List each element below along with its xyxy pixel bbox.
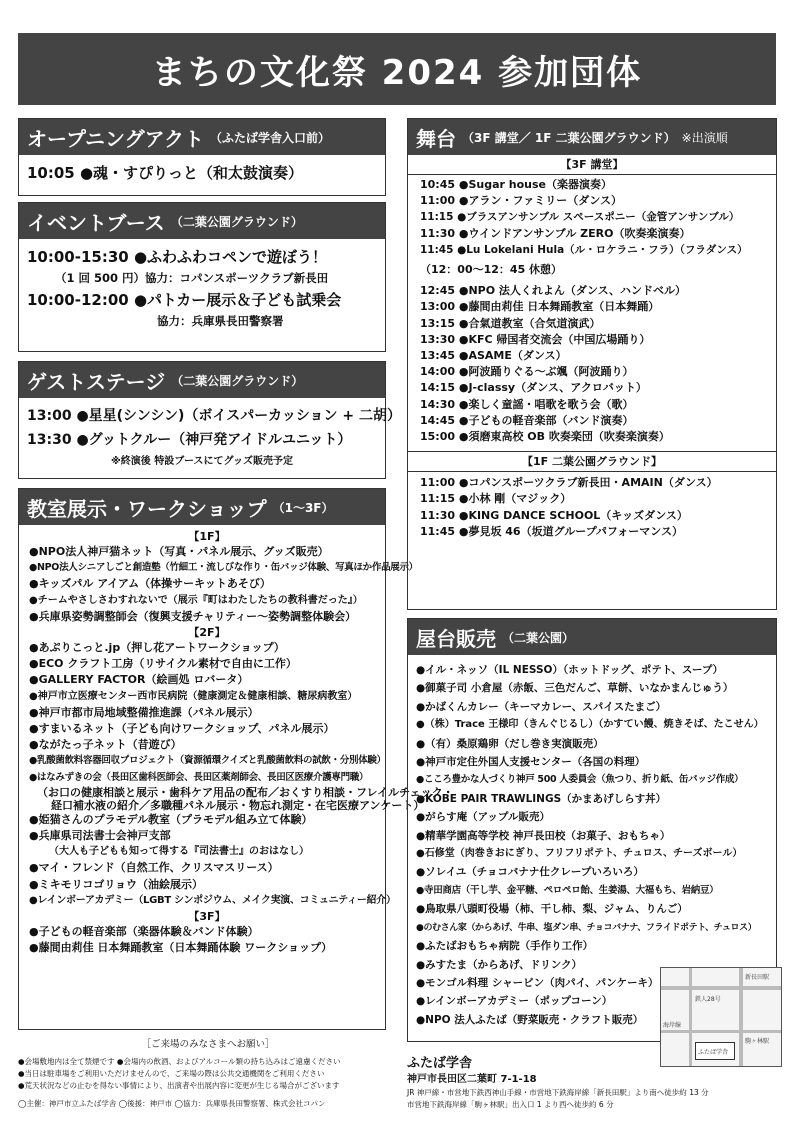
opening-heading-title: オープニングアクト: [27, 126, 204, 151]
classroom-item: ●チームやさしさわすれないで（展示『町はわたしたちの教科書だった』）: [29, 594, 363, 606]
stage-order-note: ※出演順: [681, 130, 728, 145]
opening-heading-note: （ふたば学舎入口前）: [210, 130, 331, 145]
notice-line: ●荒天状況などの止むを得ない事情により、出演者や出展内容に変更が生じる場合がございます: [18, 1081, 340, 1090]
stage-item: 11:45 ●夢見坂 46（坂道グループパフォーマンス）: [420, 524, 683, 538]
map-label: 駒ヶ林駅: [745, 1038, 770, 1045]
stage-section: [407, 118, 777, 610]
stall-item: ●御菓子司 小倉屋（赤飯、三色だんご、草餅、いなかまんじゅう）: [416, 682, 734, 695]
event-booth-heading-title: イベントブース: [27, 210, 165, 235]
opening-section: [18, 118, 386, 196]
classroom-item: ●藤間由莉佳 日本舞踊教室（日本舞踊体験 ワークショップ）: [29, 941, 333, 955]
event-booth-line: 10:00-12:00 ●パトカー展示＆子ども試乗会: [27, 291, 342, 309]
stage-item: 10:45 ●Sugar house（楽器演奏）: [420, 178, 612, 191]
map-label: ふたば学舎: [698, 1049, 729, 1056]
notice-line: ●当日は駐車場をご利用いただけませんので、ご来場の際は公共交通機関をご利用ください: [18, 1069, 325, 1078]
classroom-item: ●兵庫県司法書士会神戸支部: [29, 829, 171, 843]
stall-item: ●寺田商店（干し芋、金平糖、ペロペロ飴、生姜湯、大福もち、岩納豆）: [416, 884, 719, 896]
opening-heading: [19, 119, 385, 155]
classroom-item: ●ECO クラフト工房（リサイクル素材で自由に工作）: [29, 657, 297, 671]
stage-item: 11:15 ●小林 剛（マジック）: [420, 492, 572, 506]
stall-item: ●のむさん家（からあげ、牛串、塩ダン串、チョコバナナ、フライドポテト、チュロス）: [416, 922, 757, 933]
stage-item: 14:30 ●楽しく童謡・唱歌を歌う会（歌）: [420, 397, 634, 411]
stage-heading-title: 舞台: [416, 126, 456, 151]
stall-item: ●モンゴル料理 シャービン（肉パイ、パンケーキ）: [416, 976, 659, 989]
hall-heading: 【3F 講堂】: [408, 155, 776, 175]
stall-item: ●神戸市定住外国人支援センター（各国の料理）: [416, 756, 646, 769]
stall-item: ●イル・ネッソ（IL NESSO）（ホットドッグ、ポテト、スープ）: [416, 664, 723, 676]
classroom-item: ●NPO法人シニアしごと創造塾（竹細工・流しびな作り・缶バッジ体験、写真ほか作品展示）: [29, 562, 418, 574]
stage-item: 14:00 ●阿波踊りぐる～ぶ颯（阿波踊り）: [420, 365, 634, 379]
stage-heading-note: （3F 講堂／ 1F 二葉公園グラウンド）: [462, 130, 676, 145]
classroom-item: ●マイ・フレンド（自然工作、クリスマスリース）: [29, 861, 279, 875]
stall-item: ●鳥取県八頭町役場（柿、干し柿、梨、ジャム、りんご）: [416, 903, 688, 916]
classroom-item-detail: 経口補水液の紹介／多職種パネル展示・物忘れ測定・在宅医療アンケート）: [51, 798, 425, 812]
stage-item: 13:45 ●ASAME（ダンス）: [420, 349, 567, 363]
stalls-heading-note: （二葉公園）: [502, 630, 575, 645]
classroom-item: ●レインボーアカデミー（LGBT シンポジウム、メイク実演、コミュニティー紹介）: [29, 894, 396, 906]
access-map: [660, 967, 782, 1067]
classroom-item: ●ミキモリコゴリョウ（油絵展示）: [29, 877, 204, 891]
stage-item: 11:45 ●Lu Lokelani Hula（ル・ロケラニ・フラ）（フラダンス）: [420, 243, 748, 256]
stage-item: 11:30 ●ウインドアンサンブル ZERO（吹奏楽演奏）: [420, 226, 691, 240]
floor-2-heading: 【2F】: [188, 626, 226, 640]
classroom-item: ●キッズパル アイアム（体操サーキットあそび）: [29, 577, 271, 591]
stage-item: 13:30 ●KFC 帰国者交流会（中国広場踊り）: [420, 332, 651, 346]
classroom-item: ●すまいるネット（子ども向けワークショップ、パネル展示）: [29, 722, 335, 736]
classroom-item: ●あぷりこっと.jp（押し花アートワークショップ）: [29, 641, 285, 655]
event-booth-line: 協力：兵庫県長田警察署: [157, 314, 284, 328]
map-label: 鉄人28号: [695, 996, 721, 1003]
classroom-item: ●子どもの軽音楽部（楽器体験＆バンド体験）: [29, 925, 259, 939]
classroom-item: ●神戸市立医療センター西市民病院（健康測定＆健康相談、糖尿病教室）: [29, 690, 358, 702]
stall-item: ●精華学園高等学校 神戸長田校（お菓子、おもちゃ）: [416, 829, 671, 842]
classroom-item: ●GALLERY FACTOR（絵画処 ロバータ）: [29, 673, 249, 687]
notice-line: ●会場敷地内は全て禁煙です ●会場内の飲酒、およびアルコール類の持ち込みはご遠慮ください: [18, 1057, 341, 1066]
page-title: まちの文化祭 2024 参加団体: [18, 33, 776, 105]
stage-heading: [408, 119, 776, 155]
classroom-heading-note: （1～3F）: [272, 500, 334, 515]
classroom-item-detail: （お口の健康相談と展示・歯科ケア用品の配布／おくすり相談・フレイルチェック・: [37, 785, 454, 799]
floor-1-heading: 【1F】: [188, 530, 226, 543]
stall-item: ●かばくんカレー（キーマカレー、スパイスたまご）: [416, 700, 667, 713]
stage-item: 11:00 ●コパンスポーツクラブ新長田・AMAIN（ダンス）: [420, 476, 718, 490]
stage-item: 13:00 ●藤間由莉佳 日本舞踊教室（日本舞踊）: [420, 300, 660, 314]
guest-line: 13:00 ●星星(シンシン)（ボイスパーカッション + 二胡）: [27, 408, 402, 424]
classroom-section: [18, 488, 454, 1030]
visitor-notice: [18, 1038, 398, 1110]
classroom-heading-title: 教室展示・ワークショップ: [27, 496, 267, 521]
stage-item: 11:15 ●ブラスアンサンブル スペースポニー（金管アンサンブル）: [420, 211, 740, 224]
event-booth-heading: [19, 203, 385, 239]
classroom-item: ●ながたっ子ネット（昔遊び）: [29, 738, 182, 752]
stalls-heading: [408, 619, 776, 655]
organizer-name: ふたば学舎: [407, 1056, 473, 1071]
notice-sponsors: ◯主催：神戸市立ふたば学舎 ◯後援：神戸市 ◯協力：兵庫県長田警察署、株式会社コパン: [18, 1099, 326, 1108]
event-booth-line: 10:00-15:30 ●ふわふわコペンで遊ぼう！: [27, 248, 328, 266]
stage-item: 11:30 ●KING DANCE SCHOOL（キッズダンス）: [420, 508, 688, 522]
guest-stage-section: [18, 361, 402, 479]
stall-item: ●ソレイユ（チョコバナナ仕クレープいろいろ）: [416, 866, 644, 879]
stall-item: ●（有）桑原鶏卵（だし巻き実演販売）: [416, 737, 604, 750]
event-booth-section: [18, 202, 386, 352]
stall-item: ●レインボーアカデミー（ポップコーン）: [416, 995, 613, 1008]
classroom-item: ●乳酸菌飲料容器回収プロジェクト（資源循環クイズと乳酸菌飲料の試飲・分別体験）: [29, 755, 386, 767]
stall-item: ●（株）Trace 王様印（きんぐじるし）（かすてい饅、焼きそば、たこせん）: [416, 719, 764, 731]
classroom-item: ●神戸市都市局地域整備推進課（パネル展示）: [29, 705, 259, 719]
map-label: 海岸線: [663, 1022, 682, 1029]
stage-item: 11:00 ●アラン・ファミリー（ダンス）: [420, 194, 623, 208]
guest-stage-heading-title: ゲストステージ: [27, 369, 166, 394]
stage-item: 14:45 ●子どもの軽音楽部（バンド演奏）: [420, 413, 634, 427]
notice-heading: ［ご来場のみなさまへお願い］: [141, 1039, 275, 1050]
event-booth-line: （1 回 500 円）協力：コパンスポーツクラブ新長田: [55, 271, 329, 285]
stall-item: ●こころ豊かな人づくり神戸 500 人委員会（魚つり、折り紙、缶バッジ作成）: [416, 774, 744, 786]
classroom-item-detail: （大人も子どもも知って得する『司法書士』のおはなし）: [49, 846, 309, 858]
opening-line: 10:05 ●魂・すぴりっと（和太鼓演奏）: [27, 164, 304, 182]
classroom-item: ●はなみずきの会（長田区歯科医師会、長田区薬剤師会、長田区医療介護専門職）: [29, 771, 369, 783]
classroom-heading: [19, 489, 385, 525]
stalls-heading-title: 屋台販売: [416, 626, 496, 651]
stall-item: ●KOBE PAIR TRAWLINGS（かまあげしらす丼）: [416, 792, 667, 805]
guest-stage-heading: [19, 362, 385, 398]
stall-item: ●石修堂（肉巻きおにぎり、フリフリポテト、チュロス、チーズボール）: [416, 848, 743, 860]
stall-item: ●ふたばおもちゃ病院（手作り工作）: [416, 940, 594, 953]
stage-item: 15:00 ●須磨東高校 OB 吹奏楽団（吹奏楽演奏）: [420, 430, 670, 444]
classroom-item: ●NPO法人神戸猫ネット（写真・パネル展示、グッズ販売）: [29, 545, 329, 558]
guest-stage-heading-note: （二葉公園グラウンド）: [171, 373, 304, 388]
guest-note: ※終演後 特設ブースにてグッズ販売予定: [111, 456, 293, 467]
map-label: 新長田駅: [745, 974, 770, 981]
classroom-item: ●姫猫さんのプラモデル教室（プラモデル組み立て体験）: [29, 812, 313, 826]
stage-item: 13:15 ●合氣道教室（合気道演武）: [420, 316, 601, 330]
guest-line: 13:30 ●グットクルー（神戸発アイドルユニット）: [27, 432, 352, 448]
organizer-address: 神戸市長田区二葉町 7-1-18: [407, 1074, 537, 1085]
access-info: 市営地下鉄海岸線「駒ヶ林駅」出入口 1 より西へ徒歩約 6 分: [407, 1100, 614, 1109]
classroom-item: ●兵庫県姿勢調整師会（復興支援チャリティー～姿勢調整体験会）: [29, 609, 357, 623]
event-booth-heading-note: （二葉公園グラウンド）: [170, 214, 303, 229]
stage-item: 14:15 ●J-classy（ダンス、アクロバット）: [420, 381, 647, 395]
stage-item: 12:45 ●NPO 法人くれよん（ダンス、ハンドベル）: [420, 284, 686, 298]
floor-3-heading: 【3F】: [188, 910, 226, 924]
access-info: JR 神戸線・市営地下鉄西神山手線・市営地下鉄海岸線「新長田駅」より南へ徒歩約 13 分: [407, 1088, 709, 1097]
stage-break: （12：00～12：45 休憩）: [420, 263, 563, 277]
stall-item: ●NPO 法人ふたば（野菜販売・クラフト販売）: [416, 1013, 644, 1026]
stall-item: ●がらす庵（アップル販売）: [416, 811, 551, 824]
stall-item: ●みすたま（からあげ、ドリンク）: [416, 958, 583, 971]
organizer-info: [407, 1055, 777, 1111]
ground-heading: 【1F 二葉公園グラウンド】: [408, 451, 776, 472]
